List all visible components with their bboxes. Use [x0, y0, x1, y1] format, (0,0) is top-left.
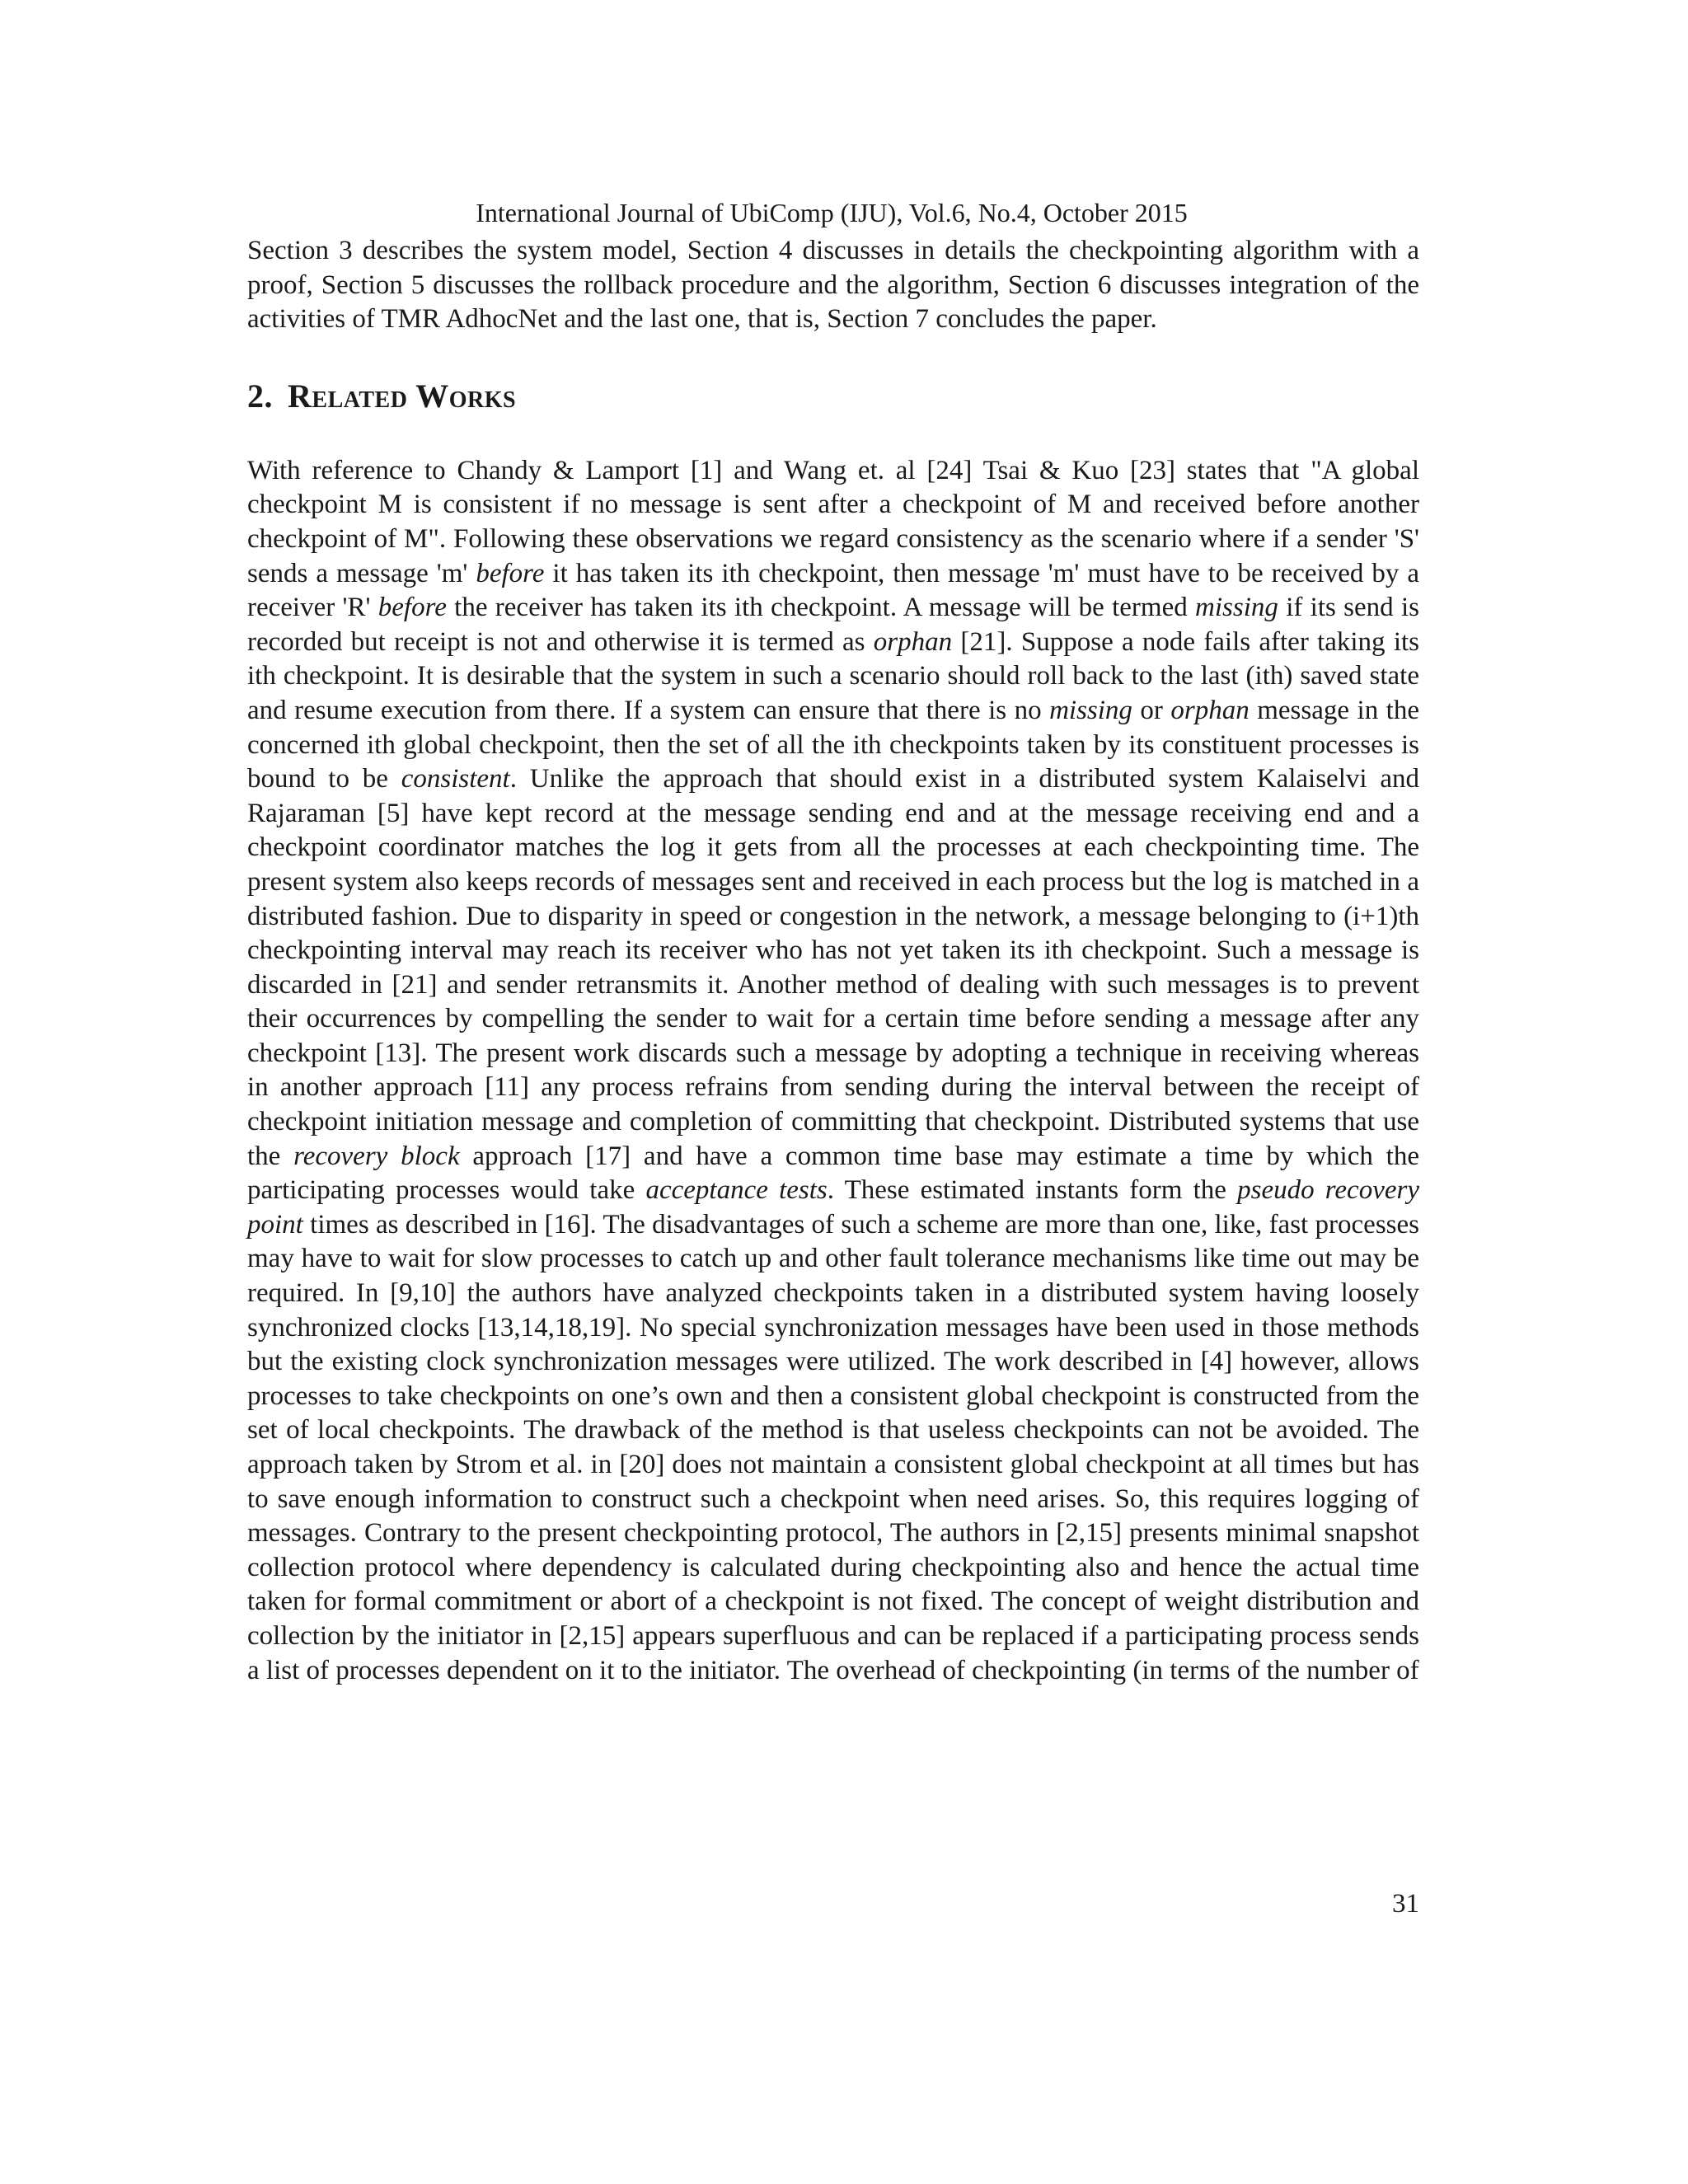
section-heading [247, 377, 1419, 416]
intro-paragraph-tail: Section 3 describes the system model, Section 4 discusses in details the checkpointing algorithm with a proof, Section 5 discusses the rollback procedure and the algorithm, Section 6 discusses integration of the activities of TMR AdhocNet and the last one, that is, Section 7 concludes the paper. [247, 236, 1419, 335]
italic-term: consistent [401, 764, 510, 794]
page-content [247, 196, 1419, 1688]
section-number: 2. [247, 377, 273, 415]
related-works-paragraph [247, 454, 1419, 1688]
italic-term: acceptance tests [645, 1175, 828, 1206]
body-text: times as described in [16]. The disadvantages of such a scheme are more than one, like, fast processes may have to wait for slow processes to catch up and other fault tolerance mechanisms like time out may be required. In [9,10] the authors have analyzed checkpoints taken in a distributed system having loosely synchronized clocks [13,14,18,19]. No special synchronization messages have been used in those methods but the existing clock synchronization messages were utilized. The work described in [4] however, allows processes to take checkpoints on one’s own and then a consistent global checkpoint is constructed from the set of local checkpoints. The drawback of the method is that useless checkpoints can not be avoided. The approach taken by Strom et al. in [20] does not maintain a consistent global checkpoint at all times but has to save enough information to construct such a checkpoint when need arises. So, this requires logging of messages. Contrary to the present checkpointing protocol, The authors in [2,15] presents minimal snapshot collection protocol where dependency is calculated during checkpointing also and hence the actual time taken for formal commitment or abort of a checkpoint is not fixed. The concept of weight distribution and collection by the initiator in [2,15] appears superfluous and can be replaced if a participating process sends a list of processes dependent on it to the initiator. The overhead of checkpointing (in terms of the number of [247, 1209, 1419, 1685]
body-text: message in the concerned ith global checkpoint, then the set of all the ith checkpoints taken by its constituent processes is bound to be [247, 695, 1419, 794]
italic-term: before [377, 593, 447, 623]
italic-term: before [476, 558, 545, 588]
page-number: 31 [1392, 1889, 1419, 1919]
italic-term: missing [1195, 593, 1278, 623]
body-text: [21]. Suppose a node fails after taking its ith checkpoint. It is desirable that the system in such a scenario should roll back to the last (ith) saved state and resume execution from there. If a system can ensure that there is no [247, 626, 1419, 725]
body-text: or [1132, 695, 1171, 725]
body-text: it has taken its ith checkpoint, then message 'm' must have to be received by a receiver 'R' [247, 558, 1419, 623]
body-text: With reference to Chandy & Lamport [1] and Wang et. al [24] Tsai & Kuo [23] states that "A global checkpoint M is consistent if no message is sent after a checkpoint of M and received before another checkpoint of M". Following these observations we regard consistency as the scenario where if a sender 'S' sends a message 'm' [247, 455, 1419, 588]
body-text: . Unlike the approach that should exist in a distributed system Kalaiselvi and Rajaraman [5] have kept record at the message sending end and at the message receiving end and a checkpoint coordinator matches the log it gets from all the processes at each checkpointing time. The present system also keeps records of messages sent and received in each process but the log is matched in a distributed fashion. Due to disparity in speed or congestion in the network, a message belonging to (i+1)th checkpointing interval may reach its receiver who has not yet taken its ith checkpoint. Such a message is discarded in [21] and sender retransmits it. Another method of dealing with such messages is to prevent their occurrences by compelling the sender to wait for a certain time before sending a message after any checkpoint [13]. The present work discards such a message by adopting a technique in receiving whereas in another approach [11] any process refrains from sending during the interval between the receipt of checkpoint initiation message and completion of committing that checkpoint. Distributed systems that use the [247, 764, 1419, 1171]
running-header: International Journal of UbiComp (IJU), Vol.6, No.4, October 2015 [476, 198, 1188, 227]
body-text: the receiver has taken its ith checkpoint. A message will be termed [446, 593, 1196, 623]
italic-term: recovery block [293, 1141, 460, 1171]
section-title: Related Works [288, 377, 517, 415]
italic-term: orphan [1170, 695, 1250, 725]
italic-term: pseudo recovery point [247, 1175, 1419, 1240]
italic-term: missing [1049, 695, 1132, 725]
italic-term: orphan [873, 626, 953, 657]
body-text: . These estimated instants form the [827, 1175, 1238, 1206]
body-text: approach [17] and have a common time base may estimate a time by which the participating processes would take [247, 1141, 1419, 1206]
body-text: if its send is recorded but receipt is not and otherwise it is termed as [247, 593, 1419, 657]
